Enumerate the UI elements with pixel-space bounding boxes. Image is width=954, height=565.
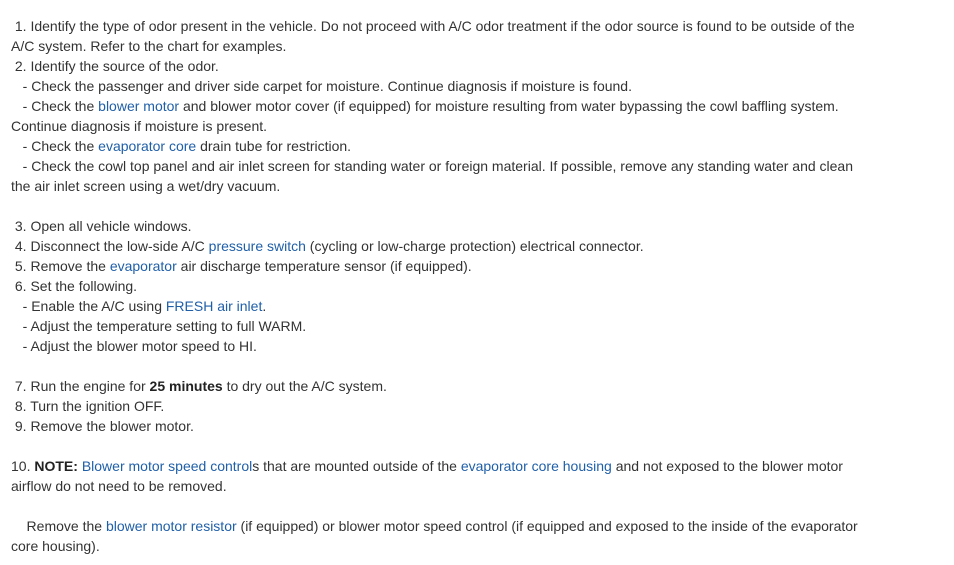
- step-7-pre: 7. Run the engine for: [11, 378, 150, 394]
- step-11-pre: Remove the: [11, 518, 106, 534]
- blower-motor-resistor-link[interactable]: blower motor resistor: [105, 518, 237, 534]
- step-10-mid-2: and not exposed to the blower motor: [611, 458, 843, 474]
- step-7-post: to dry out the A/C system.: [222, 378, 387, 394]
- step-1-line-1: 1. Identify the type of odor present in the vehicle. Do not proceed with A/C odor treatment if the odor source is found to be outside of the: [11, 18, 855, 34]
- step-2-substep-blower-pre: - Check the: [11, 98, 99, 114]
- blower-motor-link[interactable]: blower motor: [98, 98, 180, 114]
- step-6: 6. Set the following.: [11, 278, 138, 294]
- spacer: [11, 496, 891, 516]
- step-5-post: air discharge temperature sensor (if equipped).: [176, 258, 472, 274]
- step-7: [11, 376, 891, 396]
- spacer: [11, 196, 891, 216]
- step-10-cont: airflow do not need to be removed.: [11, 478, 227, 494]
- step-6-substep-fresh-air: [11, 296, 891, 316]
- step-9: 9. Remove the blower motor.: [11, 418, 194, 434]
- step-6-substep-blower-speed: - Adjust the blower motor speed to HI.: [11, 338, 257, 354]
- step-2-substep-evaporator: [11, 136, 891, 156]
- step-2-substep-cowl: - Check the cowl top panel and air inlet screen for standing water or foreign material. If possible, remove any standing water and clean: [11, 158, 854, 174]
- blower-motor-speed-control-link[interactable]: Blower motor speed control: [81, 458, 253, 474]
- step-2-substep-carpet: - Check the passenger and driver side carpet for moisture. Continue diagnosis if moisture is found.: [11, 78, 632, 94]
- pressure-switch-link[interactable]: pressure switch: [208, 238, 306, 254]
- step-4-post: (cycling or low-charge protection) electrical connector.: [305, 238, 644, 254]
- step-10-number: 10.: [11, 458, 35, 474]
- step-3: 3. Open all vehicle windows.: [11, 218, 192, 234]
- spacer: [11, 436, 891, 456]
- step-5: [11, 256, 891, 276]
- step-2-substep-blower-cont: Continue diagnosis if moisture is present.: [11, 118, 268, 134]
- step-11-cont: core housing).: [11, 538, 100, 554]
- step-8: 8. Turn the ignition OFF.: [11, 398, 165, 414]
- evaporator-core-housing-link[interactable]: evaporator core housing: [460, 458, 612, 474]
- step-2-substep-blower: [11, 96, 891, 116]
- step-10-mid-1: s that are mounted outside of the: [252, 458, 461, 474]
- note-label: NOTE:: [34, 458, 78, 474]
- step-2-substep-cowl-cont: the air inlet screen using a wet/dry vacuum.: [11, 178, 281, 194]
- step-6-substep-temperature: - Adjust the temperature setting to full WARM.: [11, 318, 307, 334]
- evaporator-core-link[interactable]: evaporator core: [98, 138, 197, 154]
- step-6-substep-fresh-air-post: .: [262, 298, 267, 314]
- step-4-pre: 4. Disconnect the low-side A/C: [11, 238, 209, 254]
- step-6-substep-fresh-air-pre: - Enable the A/C using: [11, 298, 166, 314]
- step-1-line-2: A/C system. Refer to the chart for examples.: [11, 38, 287, 54]
- step-11: [11, 516, 891, 536]
- step-2: 2. Identify the source of the odor.: [11, 58, 219, 74]
- step-7-duration: 25 minutes: [149, 378, 223, 394]
- spacer: [11, 356, 891, 376]
- step-2-substep-blower-post: and blower motor cover (if equipped) for moisture resulting from water bypassing the cowl baffling system.: [179, 98, 839, 114]
- evaporator-link[interactable]: evaporator: [109, 258, 177, 274]
- step-2-substep-evaporator-post: drain tube for restriction.: [196, 138, 352, 154]
- step-2-substep-evaporator-pre: - Check the: [11, 138, 99, 154]
- step-4: [11, 236, 891, 256]
- fresh-air-inlet-link[interactable]: FRESH air inlet: [165, 298, 263, 314]
- step-5-pre: 5. Remove the: [11, 258, 110, 274]
- step-10: [11, 456, 891, 476]
- step-11-post: (if equipped) or blower motor speed control (if equipped and exposed to the inside of the evaporator: [236, 518, 858, 534]
